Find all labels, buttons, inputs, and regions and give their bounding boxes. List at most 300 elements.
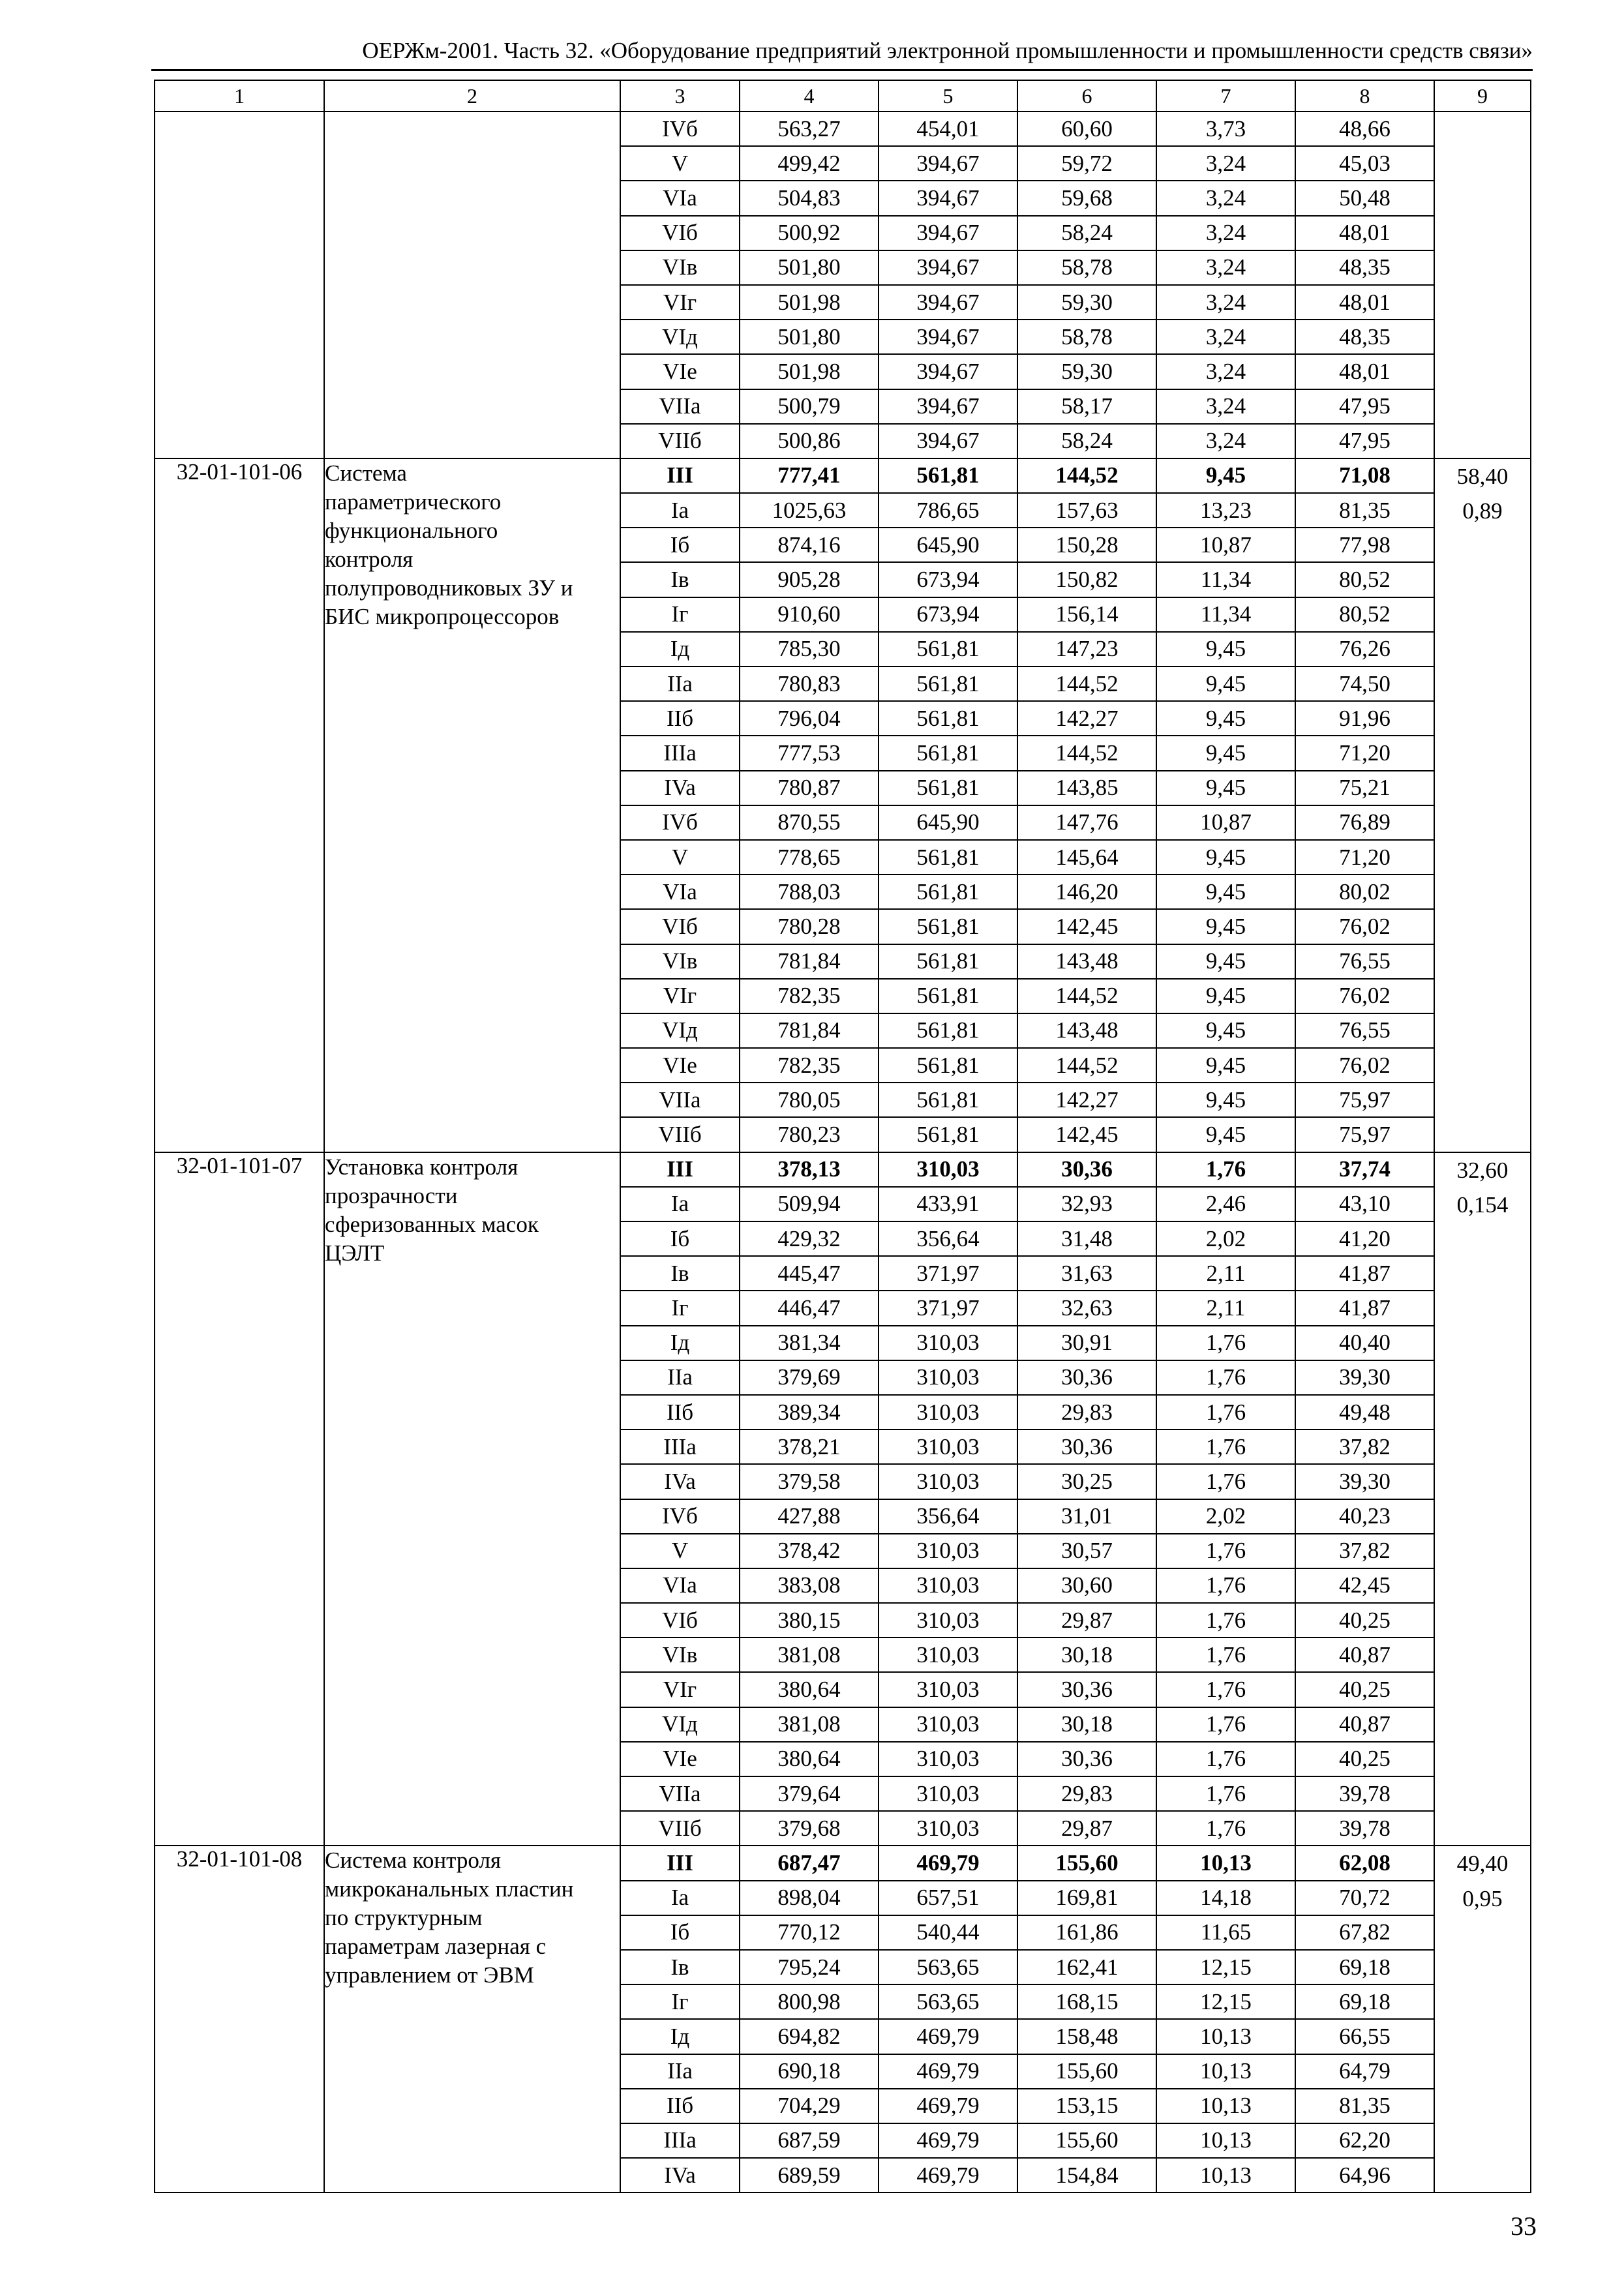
value-cell: 30,91 [1017,1326,1156,1360]
value-cell: 561,81 [879,1117,1017,1152]
value-cell: 59,30 [1017,354,1156,389]
value-cell: 469,79 [879,2019,1017,2054]
value-cell: 1,76 [1156,1152,1295,1187]
table-row [155,458,1531,493]
value-cell: 142,27 [1017,1083,1156,1117]
extra-values [1434,1152,1531,1846]
value-cell: 870,55 [740,805,879,840]
value-cell: 905,28 [740,562,879,597]
value-cell: 561,81 [879,909,1017,944]
value-cell: 673,94 [879,597,1017,632]
value-cell: 561,81 [879,1048,1017,1083]
value-cell: 30,25 [1017,1464,1156,1499]
value-cell: 60,60 [1017,112,1156,146]
value-cell: 780,28 [740,909,879,944]
table-row [155,1846,1531,1880]
value-cell: 2,11 [1156,1256,1295,1291]
value-cell: 30,36 [1017,1672,1156,1707]
value-cell: 563,65 [879,1984,1017,2019]
value-cell: 1,76 [1156,1811,1295,1846]
value-cell: 561,81 [879,840,1017,875]
value-cell: 76,02 [1295,909,1434,944]
value-cell: 394,67 [879,285,1017,320]
value-cell: 500,92 [740,216,879,250]
zone-cell: IVб [620,112,740,146]
zone-cell: Iб [620,1915,740,1950]
price-table [154,80,1531,2193]
value-cell: 3,24 [1156,146,1295,181]
item-name-line: Система [325,460,407,486]
value-cell: 142,27 [1017,701,1156,736]
value-cell: 310,03 [879,1742,1017,1776]
value-cell: 673,94 [879,562,1017,597]
value-cell: 469,79 [879,2123,1017,2158]
column-number: 3 [620,80,740,112]
value-cell: 910,60 [740,597,879,632]
zone-cell: VIIб [620,424,740,458]
value-cell: 9,45 [1156,979,1295,1013]
value-cell: 561,81 [879,701,1017,736]
value-cell: 898,04 [740,1881,879,1915]
value-cell: 780,23 [740,1117,879,1152]
value-cell: 687,47 [740,1846,879,1880]
value-cell: 469,79 [879,2054,1017,2089]
value-cell: 310,03 [879,1568,1017,1603]
value-cell: 500,79 [740,389,879,424]
value-cell: 499,42 [740,146,879,181]
value-cell: 356,64 [879,1499,1017,1534]
value-cell: 40,40 [1295,1326,1434,1360]
value-cell: 81,35 [1295,493,1434,528]
zone-cell: IIa [620,1360,740,1395]
zone-cell: Iд [620,632,740,666]
value-cell: 67,82 [1295,1915,1434,1950]
column-number: 6 [1017,80,1156,112]
value-cell: 781,84 [740,944,879,979]
value-cell: 310,03 [879,1811,1017,1846]
value-cell: 48,35 [1295,250,1434,285]
value-cell: 32,63 [1017,1291,1156,1325]
value-cell: 40,25 [1295,1742,1434,1776]
value-cell: 144,52 [1017,979,1156,1013]
zone-cell: III [620,1846,740,1880]
value-cell: 64,96 [1295,2158,1434,2192]
value-cell: 11,34 [1156,597,1295,632]
value-cell: 62,20 [1295,2123,1434,2158]
item-code [155,112,324,458]
value-cell: 9,45 [1156,909,1295,944]
value-cell: 168,15 [1017,1984,1156,2019]
item-name [324,112,620,458]
zone-cell: Iг [620,1291,740,1325]
zone-cell: Iд [620,1326,740,1360]
value-cell: 394,67 [879,250,1017,285]
zone-cell: Ia [620,1881,740,1915]
column-number: 5 [879,80,1017,112]
zone-cell: VIa [620,875,740,909]
zone-cell: VIe [620,354,740,389]
value-cell: 874,16 [740,528,879,562]
value-cell: 39,78 [1295,1811,1434,1846]
value-cell: 2,11 [1156,1291,1295,1325]
value-cell: 509,94 [740,1187,879,1221]
value-cell: 689,59 [740,2158,879,2192]
value-cell: 13,23 [1156,493,1295,528]
value-cell: 39,30 [1295,1360,1434,1395]
value-cell: 777,41 [740,458,879,493]
value-cell: 29,87 [1017,1603,1156,1638]
zone-cell: III [620,1152,740,1187]
zone-cell: Iд [620,2019,740,2054]
value-cell: 645,90 [879,805,1017,840]
extra-values [1434,112,1531,458]
item-name [324,458,620,1152]
value-cell: 154,84 [1017,2158,1156,2192]
value-cell: 45,03 [1295,146,1434,181]
item-name [324,1152,620,1846]
value-cell: 10,13 [1156,2123,1295,2158]
value-cell: 30,36 [1017,1429,1156,1464]
value-cell: 40,87 [1295,1638,1434,1672]
item-name-line: прозрачности [325,1182,458,1208]
value-cell: 30,60 [1017,1568,1156,1603]
zone-cell: VIIa [620,1083,740,1117]
value-cell: 9,45 [1156,632,1295,666]
value-cell: 782,35 [740,979,879,1013]
zone-cell: VIб [620,909,740,944]
value-cell: 155,60 [1017,2054,1156,2089]
value-cell: 379,68 [740,1811,879,1846]
value-cell: 310,03 [879,1464,1017,1499]
value-cell: 3,24 [1156,354,1295,389]
value-cell: 40,87 [1295,1707,1434,1742]
item-name-line: ЦЭЛТ [325,1240,385,1266]
extra-value: 0,89 [1462,498,1503,524]
item-name-line: контроля [325,546,414,572]
zone-cell: VIг [620,979,740,1013]
zone-cell: VIг [620,285,740,320]
zone-cell: VIв [620,944,740,979]
zone-cell: VIa [620,1568,740,1603]
value-cell: 58,17 [1017,389,1156,424]
zone-cell: VIIб [620,1811,740,1846]
zone-cell: VIд [620,1013,740,1048]
value-cell: 310,03 [879,1672,1017,1707]
value-cell: 9,45 [1156,1083,1295,1117]
item-name-line: сферизованных масок [325,1211,539,1237]
value-cell: 561,81 [879,944,1017,979]
value-cell: 1,76 [1156,1464,1295,1499]
value-cell: 10,87 [1156,528,1295,562]
item-code: 32-01-101-08 [155,1846,324,2192]
value-cell: 29,87 [1017,1811,1156,1846]
value-cell: 39,30 [1295,1464,1434,1499]
zone-cell: VIa [620,181,740,215]
value-cell: 1,76 [1156,1360,1295,1395]
zone-cell: VIe [620,1048,740,1083]
value-cell: 778,65 [740,840,879,875]
value-cell: 144,52 [1017,1048,1156,1083]
value-cell: 37,74 [1295,1152,1434,1187]
value-cell: 504,83 [740,181,879,215]
value-cell: 58,78 [1017,250,1156,285]
value-cell: 469,79 [879,2089,1017,2123]
value-cell: 62,08 [1295,1846,1434,1880]
value-cell: 310,03 [879,1326,1017,1360]
value-cell: 80,52 [1295,597,1434,632]
value-cell: 81,35 [1295,2089,1434,2123]
value-cell: 77,98 [1295,528,1434,562]
value-cell: 9,45 [1156,1117,1295,1152]
value-cell: 310,03 [879,1638,1017,1672]
zone-cell: Iв [620,1950,740,1984]
value-cell: 40,25 [1295,1603,1434,1638]
zone-cell: Iв [620,562,740,597]
zone-cell: VIв [620,250,740,285]
value-cell: 3,24 [1156,181,1295,215]
value-cell: 9,45 [1156,875,1295,909]
value-cell: 378,42 [740,1534,879,1568]
table-row [155,112,1531,146]
value-cell: 145,64 [1017,840,1156,875]
value-cell: 69,18 [1295,1984,1434,2019]
zone-cell: IIIa [620,2123,740,2158]
value-cell: 47,95 [1295,389,1434,424]
item-code: 32-01-101-06 [155,458,324,1152]
value-cell: 76,02 [1295,979,1434,1013]
value-cell: 563,27 [740,112,879,146]
value-cell: 76,26 [1295,632,1434,666]
value-cell: 2,02 [1156,1499,1295,1534]
column-number: 1 [155,80,324,112]
value-cell: 59,72 [1017,146,1156,181]
table-row [155,1152,1531,1187]
value-cell: 10,13 [1156,2089,1295,2123]
value-cell: 70,72 [1295,1881,1434,1915]
extra-values [1434,458,1531,1152]
value-cell: 142,45 [1017,1117,1156,1152]
value-cell: 147,23 [1017,632,1156,666]
zone-cell: VIIa [620,389,740,424]
zone-cell: IIIa [620,736,740,770]
value-cell: 394,67 [879,181,1017,215]
zone-cell: IIб [620,1395,740,1429]
value-cell: 1,76 [1156,1603,1295,1638]
value-cell: 770,12 [740,1915,879,1950]
value-cell: 144,52 [1017,666,1156,701]
value-cell: 381,08 [740,1638,879,1672]
value-cell: 371,97 [879,1256,1017,1291]
item-name-line: микроканальных пластин [325,1876,574,1902]
value-cell: 9,45 [1156,736,1295,770]
extra-value: 0,95 [1462,1885,1503,1911]
extra-value: 0,154 [1456,1192,1509,1218]
value-cell: 501,80 [740,250,879,285]
value-cell: 48,01 [1295,354,1434,389]
value-cell: 433,91 [879,1187,1017,1221]
value-cell: 429,32 [740,1221,879,1256]
extra-value: 58,40 [1456,463,1509,489]
value-cell: 380,64 [740,1672,879,1707]
item-name [324,1846,620,2192]
column-number: 8 [1295,80,1434,112]
value-cell: 14,18 [1156,1881,1295,1915]
value-cell: 71,20 [1295,736,1434,770]
value-cell: 48,66 [1295,112,1434,146]
value-cell: 310,03 [879,1152,1017,1187]
value-cell: 561,81 [879,458,1017,493]
value-cell: 394,67 [879,424,1017,458]
zone-cell: IIa [620,2054,740,2089]
zone-cell: IVб [620,1499,740,1534]
column-number: 2 [324,80,620,112]
value-cell: 9,45 [1156,458,1295,493]
value-cell: 380,15 [740,1603,879,1638]
value-cell: 1,76 [1156,1429,1295,1464]
value-cell: 3,24 [1156,216,1295,250]
value-cell: 31,48 [1017,1221,1156,1256]
value-cell: 80,02 [1295,875,1434,909]
zone-cell: VIв [620,1638,740,1672]
value-cell: 76,55 [1295,1013,1434,1048]
zone-cell: Iб [620,1221,740,1256]
value-cell: 694,82 [740,2019,879,2054]
value-cell: 1,76 [1156,1568,1295,1603]
value-cell: 786,65 [879,493,1017,528]
value-cell: 162,41 [1017,1950,1156,1984]
value-cell: 10,13 [1156,2158,1295,2192]
page-number: 33 [1511,2211,1537,2241]
value-cell: 155,60 [1017,1846,1156,1880]
value-cell: 1025,63 [740,493,879,528]
zone-cell: IVa [620,1464,740,1499]
value-cell: 1,76 [1156,1672,1295,1707]
value-cell: 150,82 [1017,562,1156,597]
zone-cell: VIг [620,1672,740,1707]
value-cell: 785,30 [740,632,879,666]
value-cell: 561,81 [879,875,1017,909]
value-cell: 144,52 [1017,736,1156,770]
value-cell: 1,76 [1156,1742,1295,1776]
zone-cell: VIб [620,216,740,250]
zone-cell: IIa [620,666,740,701]
header-rule [151,69,1533,71]
value-cell: 31,63 [1017,1256,1156,1291]
value-cell: 446,47 [740,1291,879,1325]
value-cell: 59,68 [1017,181,1156,215]
table-body [155,112,1531,2192]
value-cell: 169,81 [1017,1881,1156,1915]
value-cell: 12,15 [1156,1950,1295,1984]
value-cell: 12,15 [1156,1984,1295,2019]
value-cell: 782,35 [740,1048,879,1083]
value-cell: 310,03 [879,1534,1017,1568]
running-header: ОЕРЖм-2001. Часть 32. «Оборудование предприятий электронной промышленности и промышленности средств связи» [362,38,1533,63]
zone-cell: Iг [620,597,740,632]
value-cell: 71,08 [1295,458,1434,493]
value-cell: 540,44 [879,1915,1017,1950]
value-cell: 2,46 [1156,1187,1295,1221]
value-cell: 75,21 [1295,771,1434,805]
value-cell: 1,76 [1156,1776,1295,1811]
value-cell: 394,67 [879,389,1017,424]
column-number: 9 [1434,80,1531,112]
value-cell: 58,24 [1017,216,1156,250]
value-cell: 1,76 [1156,1326,1295,1360]
value-cell: 48,01 [1295,285,1434,320]
item-name-line: управлением от ЭВМ [325,1962,534,1988]
value-cell: 48,01 [1295,216,1434,250]
value-cell: 142,45 [1017,909,1156,944]
value-cell: 58,78 [1017,320,1156,354]
value-cell: 454,01 [879,112,1017,146]
value-cell: 75,97 [1295,1083,1434,1117]
item-code: 32-01-101-07 [155,1152,324,1846]
value-cell: 30,36 [1017,1360,1156,1395]
value-cell: 143,48 [1017,944,1156,979]
value-cell: 800,98 [740,1984,879,2019]
value-cell: 381,34 [740,1326,879,1360]
value-cell: 41,20 [1295,1221,1434,1256]
value-cell: 445,47 [740,1256,879,1291]
zone-cell: IVa [620,2158,740,2192]
value-cell: 10,13 [1156,2019,1295,2054]
value-cell: 469,79 [879,2158,1017,2192]
value-cell: 9,45 [1156,701,1295,736]
value-cell: 42,45 [1295,1568,1434,1603]
value-cell: 687,59 [740,2123,879,2158]
value-cell: 76,55 [1295,944,1434,979]
value-cell: 378,13 [740,1152,879,1187]
value-cell: 427,88 [740,1499,879,1534]
value-cell: 561,81 [879,1083,1017,1117]
value-cell: 155,60 [1017,2123,1156,2158]
value-cell: 74,50 [1295,666,1434,701]
value-cell: 30,18 [1017,1638,1156,1672]
value-cell: 380,64 [740,1742,879,1776]
value-cell: 31,01 [1017,1499,1156,1534]
value-cell: 147,76 [1017,805,1156,840]
item-name-line: Система контроля [325,1848,501,1874]
value-cell: 379,58 [740,1464,879,1499]
value-cell: 143,85 [1017,771,1156,805]
value-cell: 80,52 [1295,562,1434,597]
item-name-line: полупроводниковых ЗУ и [325,575,573,601]
value-cell: 3,24 [1156,389,1295,424]
zone-cell: Ia [620,1187,740,1221]
value-cell: 561,81 [879,632,1017,666]
zone-cell: IIб [620,2089,740,2123]
value-cell: 91,96 [1295,701,1434,736]
value-cell: 69,18 [1295,1950,1434,1984]
value-cell: 1,76 [1156,1707,1295,1742]
value-cell: 389,34 [740,1395,879,1429]
value-cell: 47,95 [1295,424,1434,458]
value-cell: 161,86 [1017,1915,1156,1950]
value-cell: 310,03 [879,1395,1017,1429]
value-cell: 9,45 [1156,771,1295,805]
value-cell: 1,76 [1156,1638,1295,1672]
value-cell: 394,67 [879,146,1017,181]
value-cell: 30,36 [1017,1152,1156,1187]
value-cell: 9,45 [1156,1013,1295,1048]
value-cell: 71,20 [1295,840,1434,875]
zone-cell: V [620,840,740,875]
value-cell: 501,80 [740,320,879,354]
value-cell: 371,97 [879,1291,1017,1325]
value-cell: 780,87 [740,771,879,805]
value-cell: 150,28 [1017,528,1156,562]
